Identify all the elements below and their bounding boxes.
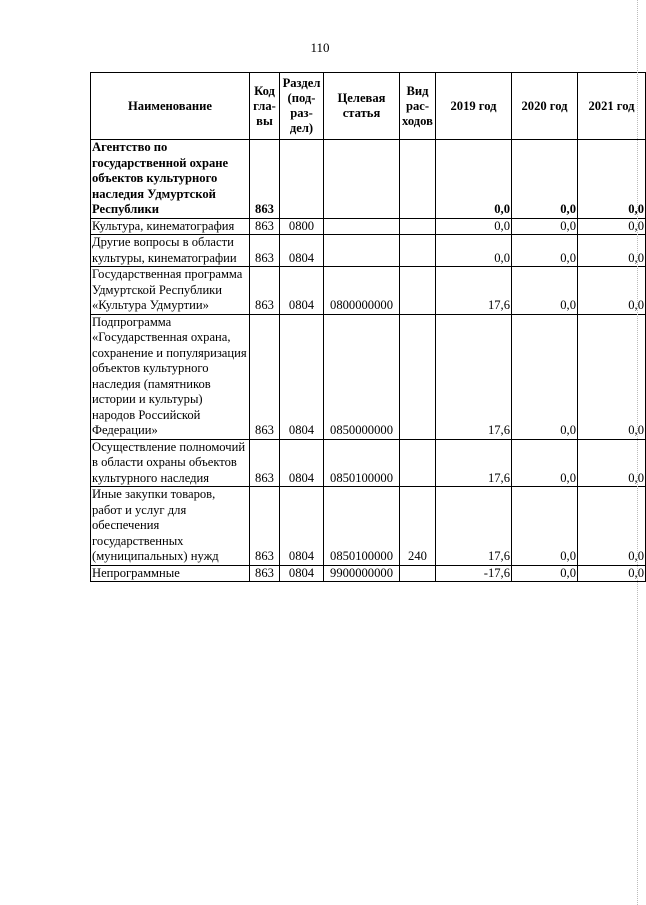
cell-target: 0850100000 [324,487,400,566]
cell-2020: 0,0 [512,487,578,566]
header-2020: 2020 год [512,73,578,140]
table-header-row [91,73,646,140]
cell-2021: 0,0 [578,314,646,439]
table-row [91,267,646,315]
cell-2020: 0,0 [512,218,578,235]
table-row [91,314,646,439]
cell-target: 0800000000 [324,267,400,315]
cell-code: 863 [250,218,280,235]
cell-section: 0804 [280,439,324,487]
cell-code: 863 [250,314,280,439]
cell-name: Иные закупки товаров, работ и услуг для обеспечения государственных (муниципальных) нужд [91,487,250,566]
cell-2019: -17,6 [436,565,512,582]
cell-target [324,140,400,219]
table-row [91,565,646,582]
cell-2019: 17,6 [436,267,512,315]
cell-name: Осуществление полномочий в области охраны объектов культурного наследия [91,439,250,487]
cell-2020: 0,0 [512,439,578,487]
cell-code: 863 [250,439,280,487]
cell-section [280,140,324,219]
cell-section: 0800 [280,218,324,235]
table-body [91,140,646,582]
cell-2020: 0,0 [512,565,578,582]
cell-2019: 0,0 [436,218,512,235]
cell-target: 9900000000 [324,565,400,582]
table-row [91,218,646,235]
cell-type [400,439,436,487]
cell-2019: 17,6 [436,314,512,439]
cell-2021: 0,0 [578,565,646,582]
table-row [91,140,646,219]
cell-name: Государственная программа Удмуртской Республики «Культура Удмуртии» [91,267,250,315]
cell-code: 863 [250,235,280,267]
cell-2020: 0,0 [512,267,578,315]
page-number: 110 [310,40,330,55]
cell-section: 0804 [280,267,324,315]
budget-table [90,72,646,582]
cell-type [400,314,436,439]
cell-2020: 0,0 [512,235,578,267]
cell-2019: 17,6 [436,439,512,487]
header-name: Наименование [91,73,250,140]
cell-target [324,235,400,267]
cell-section: 0804 [280,314,324,439]
cell-name: Подпрограмма «Государственная охрана, сохранение и популяризация объектов культурного наследия (памятников истории и культуры) народов Российской Федерации» [91,314,250,439]
cell-2021: 0,0 [578,235,646,267]
cell-type [400,218,436,235]
header-type: Вид рас-ходов [400,73,436,140]
cell-type: 240 [400,487,436,566]
cell-2021: 0,0 [578,140,646,219]
header-2019: 2019 год [436,73,512,140]
table-row [91,439,646,487]
cell-section: 0804 [280,487,324,566]
cell-type [400,267,436,315]
cell-name: Непрограммные [91,565,250,582]
cell-type [400,565,436,582]
scan-edge-marks [635,0,638,905]
cell-type [400,140,436,219]
cell-2021: 0,0 [578,487,646,566]
cell-target: 0850100000 [324,439,400,487]
cell-target: 0850000000 [324,314,400,439]
cell-2020: 0,0 [512,314,578,439]
cell-name: Культура, кинематография [91,218,250,235]
cell-code: 863 [250,140,280,219]
cell-name: Другие вопросы в области культуры, кинематографии [91,235,250,267]
cell-2021: 0,0 [578,439,646,487]
cell-2019: 0,0 [436,140,512,219]
table-row [91,487,646,566]
table-row [91,235,646,267]
cell-code: 863 [250,565,280,582]
cell-2019: 0,0 [436,235,512,267]
cell-type [400,235,436,267]
cell-section: 0804 [280,565,324,582]
header-section: Раздел (под-раз-дел) [280,73,324,140]
cell-2021: 0,0 [578,218,646,235]
cell-section: 0804 [280,235,324,267]
cell-code: 863 [250,267,280,315]
cell-name: Агентство по государственной охране объектов культурного наследия Удмуртской Республики [91,140,250,219]
cell-2020: 0,0 [512,140,578,219]
header-target: Целевая статья [324,73,400,140]
header-2021: 2021 год [578,73,646,140]
cell-target [324,218,400,235]
header-code: Код гла-вы [250,73,280,140]
cell-code: 863 [250,487,280,566]
cell-2021: 0,0 [578,267,646,315]
cell-2019: 17,6 [436,487,512,566]
